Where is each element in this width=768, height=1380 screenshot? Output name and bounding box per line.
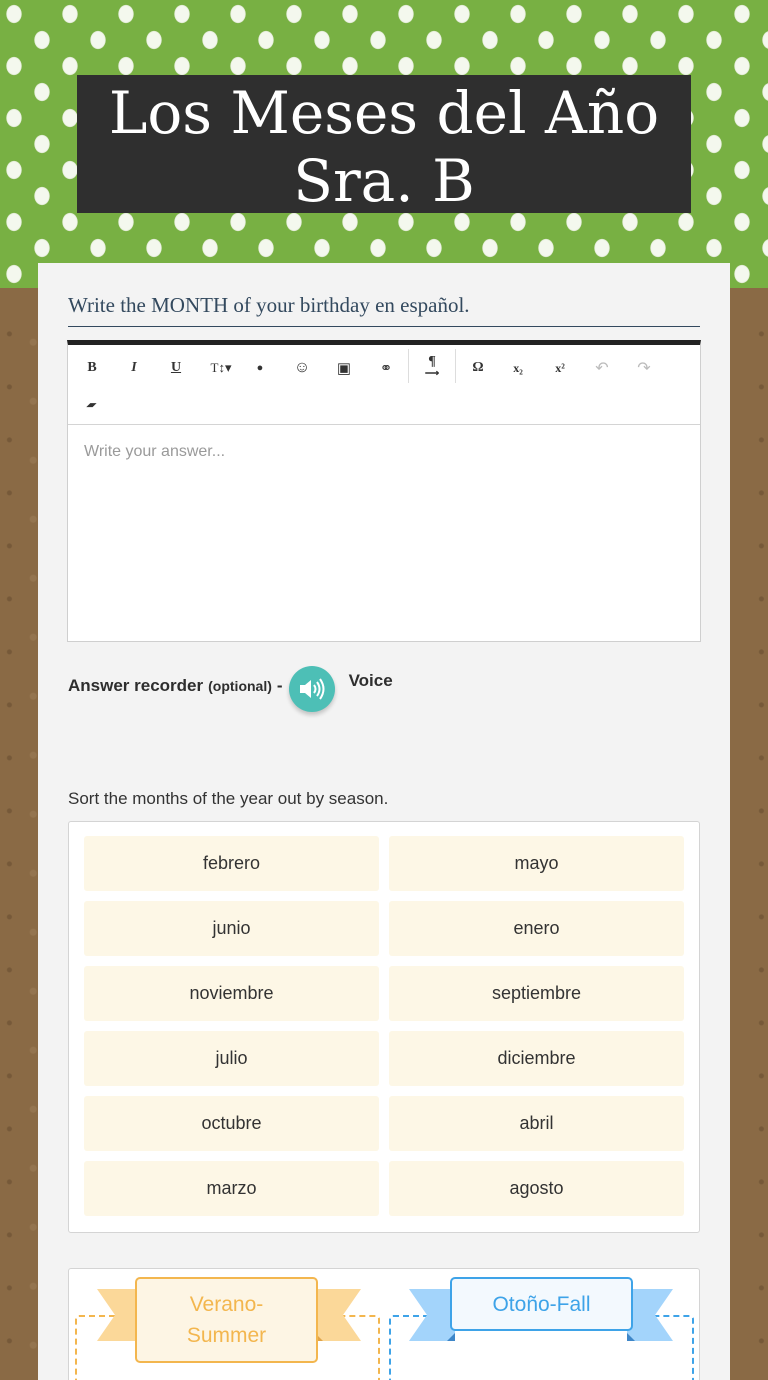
superscript-icon[interactable]: x² [555, 360, 565, 375]
sort-item-agosto[interactable]: agosto [389, 1161, 684, 1216]
speaker-icon [297, 676, 327, 702]
sort-item-junio[interactable]: junio [84, 901, 379, 956]
redo-icon[interactable]: ↷ [637, 360, 651, 377]
voice-label: Voice [348, 671, 393, 690]
recorder-optional: (optional) [208, 678, 272, 694]
subscript-icon[interactable]: x₂ [513, 360, 523, 375]
color-drop-icon[interactable]: ● [256, 362, 264, 374]
sort-items-grid [84, 836, 685, 1216]
answer-recorder [68, 661, 393, 711]
sort-item-marzo[interactable]: marzo [84, 1161, 379, 1216]
special-char-icon[interactable]: Ω [472, 360, 484, 375]
emoji-icon[interactable]: ☺ [293, 359, 311, 376]
recorder-dash: - [276, 676, 283, 695]
sort-items-container [68, 821, 700, 1233]
sort-instruction: Sort the months of the year out by season. [68, 789, 389, 808]
sort-item-mayo[interactable]: mayo [389, 836, 684, 891]
toolbar-divider [455, 349, 456, 383]
sort-item-febrero[interactable]: febrero [84, 836, 379, 891]
summer-label-line1: Verano- [189, 1293, 264, 1316]
sort-item-septiembre[interactable]: septiembre [389, 966, 684, 1021]
underline-icon[interactable]: U [170, 360, 182, 375]
toolbar-divider [408, 349, 409, 383]
answer-editor[interactable] [67, 340, 701, 642]
summer-label-line2: Summer [186, 1324, 267, 1347]
text-size-icon[interactable]: T↕▾ [210, 360, 232, 375]
answer-placeholder: Write your answer... [84, 443, 226, 460]
eraser-icon[interactable]: ▰ [84, 398, 99, 411]
bucket-fall-label [450, 1277, 633, 1331]
undo-icon[interactable]: ↶ [595, 360, 609, 377]
sort-item-enero[interactable]: enero [389, 901, 684, 956]
paragraph-icon: ¶ [428, 354, 436, 369]
sort-item-octubre[interactable]: octubre [84, 1096, 379, 1151]
sort-item-julio[interactable]: julio [84, 1031, 379, 1086]
bucket-summer-label [135, 1277, 318, 1363]
paragraph-direction-icon[interactable] [415, 353, 449, 383]
link-icon[interactable]: ⚭ [379, 360, 393, 377]
question-prompt: Write the MONTH of your birthday en español. [68, 293, 700, 327]
image-icon[interactable]: ▣ [336, 360, 352, 377]
sort-item-abril[interactable]: abril [389, 1096, 684, 1151]
season-buckets [68, 1268, 700, 1380]
recorder-label: Answer recorder [68, 676, 204, 695]
fall-label-line1: Otoño-Fall [492, 1292, 591, 1316]
voice-record-button[interactable] [289, 666, 335, 712]
editor-toolbar [68, 345, 700, 425]
arrow-right-icon: ⟶ [424, 368, 440, 379]
sort-item-diciembre[interactable]: diciembre [389, 1031, 684, 1086]
sort-item-noviembre[interactable]: noviembre [84, 966, 379, 1021]
bold-icon[interactable]: B [87, 360, 97, 375]
worksheet-panel [38, 263, 730, 1380]
italic-icon[interactable]: I [131, 360, 137, 375]
page-title: Los Meses del Año Sra. B [77, 75, 691, 213]
